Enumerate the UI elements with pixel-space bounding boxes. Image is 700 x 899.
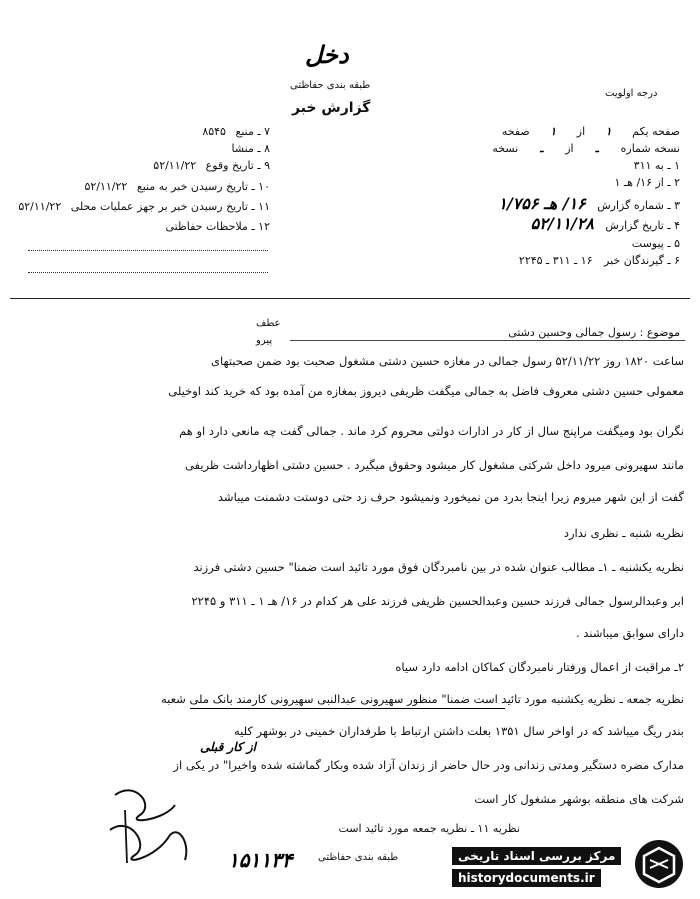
handwritten-underline — [190, 708, 505, 709]
analysis-line: دارای سوابق میباشند . — [576, 626, 684, 640]
classification-label-top: طبقه بندی حفاظتی — [290, 80, 371, 91]
archive-logo-icon — [630, 838, 688, 890]
field-security-notes: ۱۲ ـ ملاحظات حفاظتی — [165, 220, 270, 233]
field-page: صفحه یکم ۱ از ۱ صفحه — [501, 125, 680, 138]
bottom-remark: نظریه ۱۱ ـ نظریه جمعه مورد تائید است — [338, 822, 520, 835]
watermark-url: historydocuments.ir — [452, 869, 601, 887]
field-to: ۱ ـ به ۳۱۱ — [633, 159, 680, 172]
priority-label: درجه اولویت — [605, 88, 658, 99]
dotted-line — [28, 272, 268, 273]
body-line: نگران بود ومیگفت مراپنج سال از کار در ادارات دولتی محروم کرد ماند . جمالی گفت چه مانعی دارد او هم — [179, 424, 684, 438]
handwritten-number: ۱۵۱۱۳۴ — [228, 848, 293, 872]
subject-line: موضوع : رسول جمالی وحسین دشتی — [508, 326, 680, 339]
body-line: معمولی حسین دشتی معروف فاضل به جمالی میگفت ظریفی دیروز بمغازه من آمده بود که خرید کند اوخیلی — [168, 384, 684, 398]
analysis-line: ۲ـ مراقبت از اعمال ورفتار نامبردگان کماکان ادامه دارد سیاه — [395, 660, 684, 674]
field-occurrence-date: ۹ ـ تاریخ وقوع ۵۲/۱۱/۲۲ — [153, 159, 270, 172]
analysis-line: بندر ریگ میباشد که در اواخر سال ۱۳۵۱ بعلت داشتن ارتباط با طرفداران خمینی در بوشهر کلیه — [233, 724, 684, 738]
signature-scribble — [95, 775, 205, 875]
insert-note: از کار قبلی — [200, 740, 256, 754]
field-from: ۲ ـ از ۱۶/ هـ ۱ — [614, 176, 680, 189]
analysis-line: مدارک مضره دستگیر ومدتی زندانی ودر حال حاضر از زندان آزاد شده وبکار گماشته شده واخیرا" در یکی از — [173, 758, 684, 772]
classification-label-bottom: طبقه بندی حفاظتی — [318, 852, 399, 863]
field-attachment: ۵ ـ پیوست — [631, 237, 680, 250]
field-report-number: ۳ ـ شماره گزارش ۱۶/ هـ ۱/۷۵۶ — [498, 194, 680, 213]
analysis-line: نظریه جمعه ـ نظریه یکشنبه مورد تائید است ضمنا" منظور سهیرونی عبدالنبی سهیرونی کارمند بانک ملی شعبه — [160, 692, 684, 706]
field-copy: نسخه شماره ـ از ـ نسخه — [492, 142, 680, 155]
analysis-line: نظریه یکشنبه ـ ۱ـ مطالب عنوان شده در بین نامبردگان فوق مورد تائید است ضمنا" حسین دشتی فرزند — [193, 560, 684, 574]
watermark-persian: مرکز بررسی اسناد تاریخی — [452, 847, 621, 865]
field-origin: ۸ ـ منشا — [231, 142, 270, 155]
field-source-arrival-date: ۱۰ ـ تاریخ رسیدن خبر به منبع ۵۲/۱۱/۲۲ — [84, 180, 270, 193]
side-note-following: پیرو — [256, 335, 273, 346]
separator-line — [10, 298, 690, 299]
subject-underline — [290, 340, 685, 341]
body-line: گفت از این شهر میروم زیرا اینجا بدرد من نمیخورد ونمیشود حرف زد حتی دوستت دشمنت میباشد — [217, 490, 684, 504]
side-note-reference: عطف — [256, 318, 281, 329]
field-source: ۷ ـ منبع ۸۵۴۵ — [202, 125, 270, 138]
body-line: مانند سهیرونی میرود داخل شرکتی مشغول کار میشود وحقوق میگیرد . حسین دشتی اظهارداشت ظریفی — [184, 458, 684, 472]
body-line: ساعت ۱۸۲۰ روز ۵۲/۱۱/۲۲ رسول جمالی در مغازه حسین دشتی مشغول صحبت بود ضمن صحبتهای — [211, 354, 684, 368]
analysis-line: نظریه شنبه ـ نظری ندارد — [563, 526, 684, 540]
field-local-ops-date: ۱۱ ـ تاریخ رسیدن خبر بر جهز عملیات محلی ۵۲/۱۱/۲۲ — [18, 200, 270, 213]
document-title: گزارش خبر — [292, 100, 371, 116]
analysis-line: شرکت های منطقه بوشهر مشغول کار است — [474, 792, 684, 806]
analysis-line: ابر وعبدالرسول جمالی فرزند حسین وعبدالحسین ظریفی فرزند علی هر کدام در ۱۶/ هـ ۱ ـ ۳۱۱ و ۲۲۴۵ — [191, 594, 684, 608]
dotted-line — [28, 250, 268, 251]
field-report-date: ۴ ـ تاریخ گزارش ۵۲/۱۱/۲۸ — [530, 214, 680, 233]
field-recipients: ۶ ـ گیرندگان خبر ۱۶ ـ ۳۱۱ ـ ۲۲۴۵ — [518, 254, 680, 267]
top-handwritten-mark: دخل — [305, 40, 349, 69]
